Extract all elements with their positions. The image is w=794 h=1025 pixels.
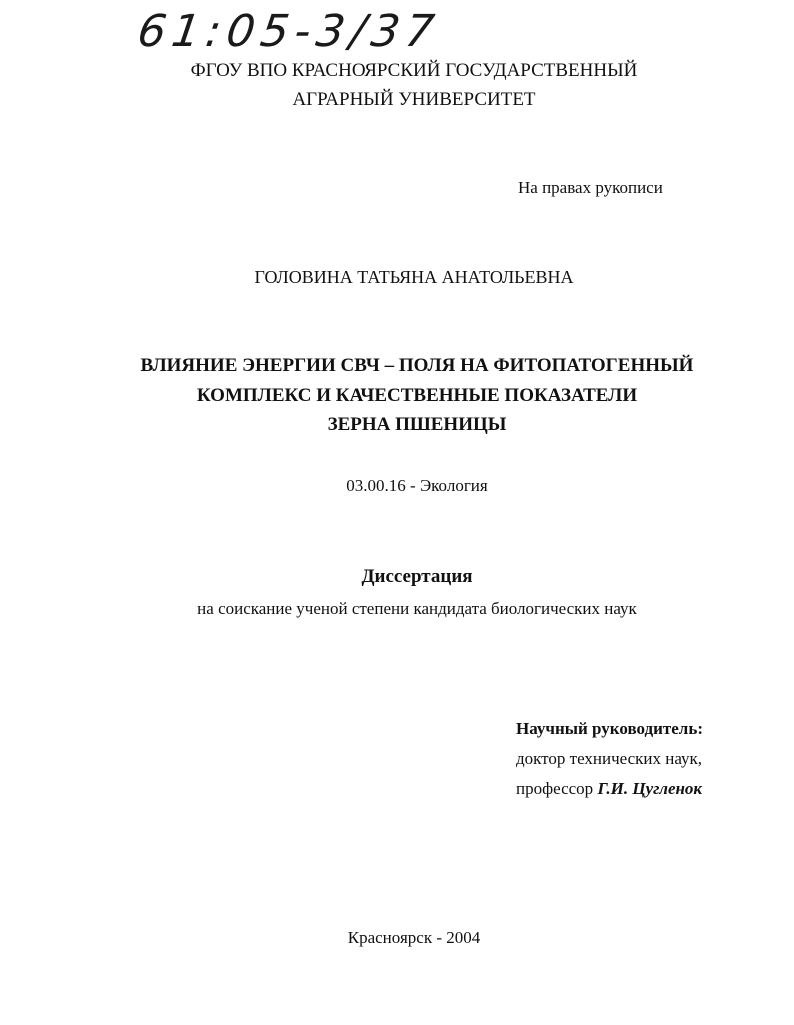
supervisor-degree: доктор технических наук, — [516, 749, 703, 768]
organization-line-1: ФГОУ ВПО КРАСНОЯРСКИЙ ГОСУДАРСТВЕННЫЙ — [190, 60, 638, 81]
supervisor-heading: Научный руководитель: — [516, 719, 703, 738]
handwritten-catalog-number: 61:05-3/37 — [134, 6, 444, 57]
author-name: ГОЛОВИНА ТАТЬЯНА АНАТОЛЬЕВНА — [254, 267, 574, 287]
thesis-title-line-1: ВЛИЯНИЕ ЭНЕРГИИ СВЧ – ПОЛЯ НА ФИТОПАТОГЕННЫЙ — [140, 355, 694, 376]
organization-line-2: АГРАРНЫЙ УНИВЕРСИТЕТ — [292, 89, 536, 110]
thesis-title-line-2: КОМПЛЕКС И КАЧЕСТВЕННЫЕ ПОКАЗАТЕЛИ — [196, 385, 638, 406]
degree-description: на соискание ученой степени кандидата биологических наук — [197, 599, 637, 618]
supervisor-position: профессор — [516, 779, 598, 798]
supervisor-name: Г.И. Цугленок — [597, 779, 703, 798]
thesis-title-line-3: ЗЕРНА ПШЕНИЦЫ — [327, 414, 507, 435]
supervisor-title — [516, 779, 702, 799]
document-type: Диссертация — [361, 566, 473, 587]
manuscript-rights-note: На правах рукописи — [518, 178, 663, 197]
city-year: Красноярск - 2004 — [347, 928, 481, 947]
specialty-code: 03.00.16 - Экология — [346, 476, 488, 495]
